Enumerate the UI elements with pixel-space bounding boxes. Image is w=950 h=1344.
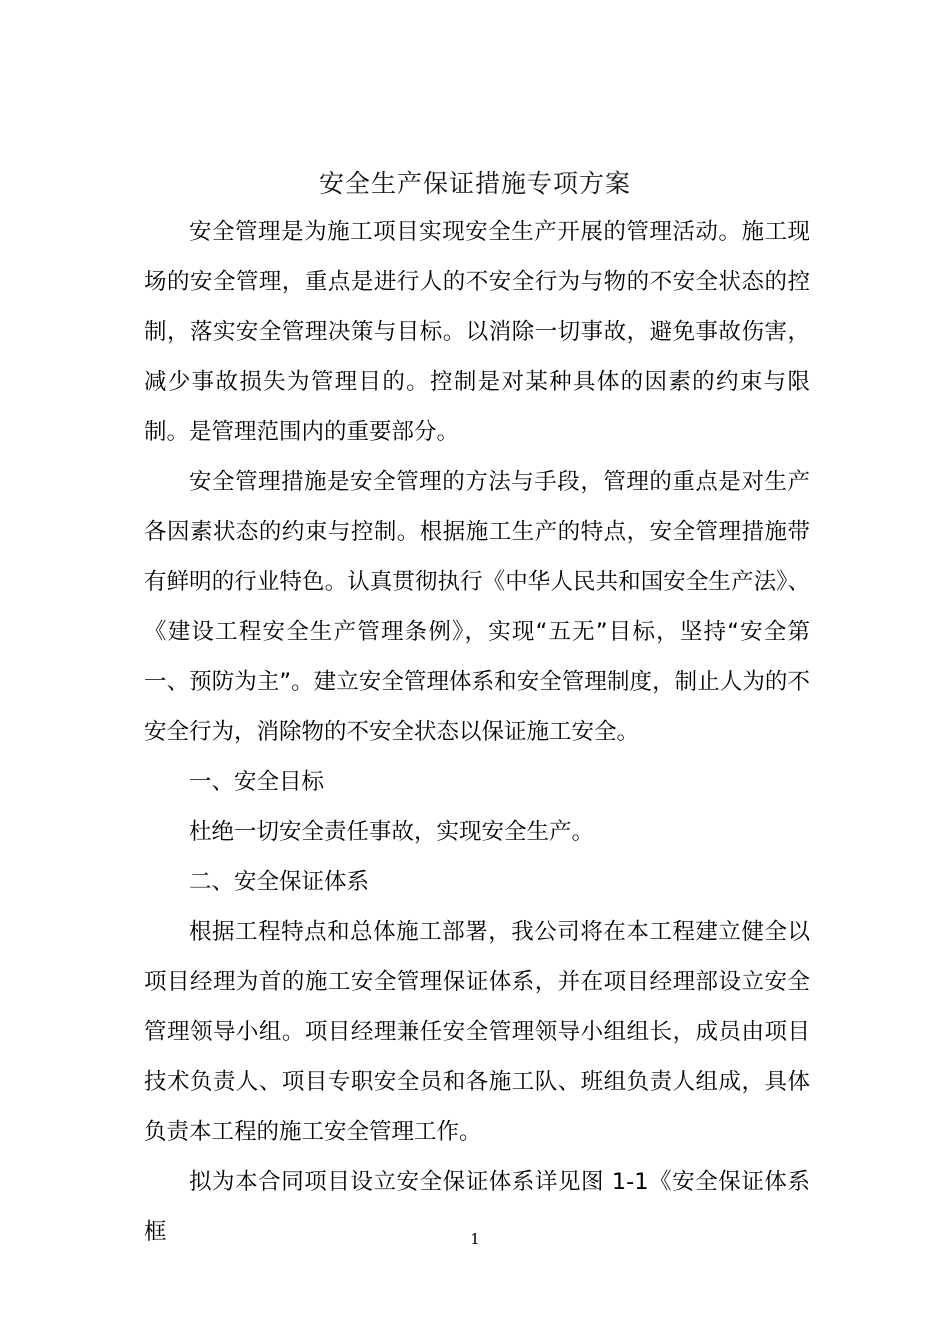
intro-paragraph-1: 安全管理是为施工项目实现安全生产开展的管理活动。施工现场的安全管理，重点是进行人的不安全行为与物的不安全状态的控制，落实安全管理决策与目标。以消除一切事故，避免事故伤害，减少事故损失为管理目的。控制是对某种具体的因素的约束与限制。是管理范围内的重要部分。 [144, 219, 810, 445]
safety-system-paragraph-2: 拟为本合同项目设立安全保证体系详见图 1-1《安全保证体系框 [144, 1169, 810, 1245]
document-body [144, 207, 810, 1257]
safety-system-paragraph-1: 根据工程特点和总体施工部署，我公司将在本工程建立健全以项目经理为首的施工安全管理保证体系，并在项目经理部设立安全管理领导小组。项目经理兼任安全管理领导小组组长，成员由项目技术负责人、项目专职安全员和各施工队、班组负责人组成，具体负责本工程的施工安全管理工作。 [144, 919, 810, 1145]
page-number: 1 [470, 1230, 480, 1248]
section-heading-safety-goal: 一、安全目标 [189, 769, 325, 795]
document-title: 安全生产保证措施专项方案 [318, 169, 631, 198]
intro-paragraph-2: 安全管理措施是安全管理的方法与手段，管理的重点是对生产各因素状态的约束与控制。根据施工生产的特点，安全管理措施带有鲜明的行业特色。认真贯彻执行《中华人民共和国安全生产法》、《建设工程安全生产管理条例》，实现“五无”目标，坚持“安全第一、预防为主”。建立安全管理体系和安全管理制度，制止人为的不安全行为，消除物的不安全状态以保证施工安全。 [144, 469, 810, 745]
section-heading-safety-system: 二、安全保证体系 [189, 869, 370, 895]
safety-goal-text: 杜绝一切安全责任事故，实现安全生产。 [189, 819, 595, 845]
